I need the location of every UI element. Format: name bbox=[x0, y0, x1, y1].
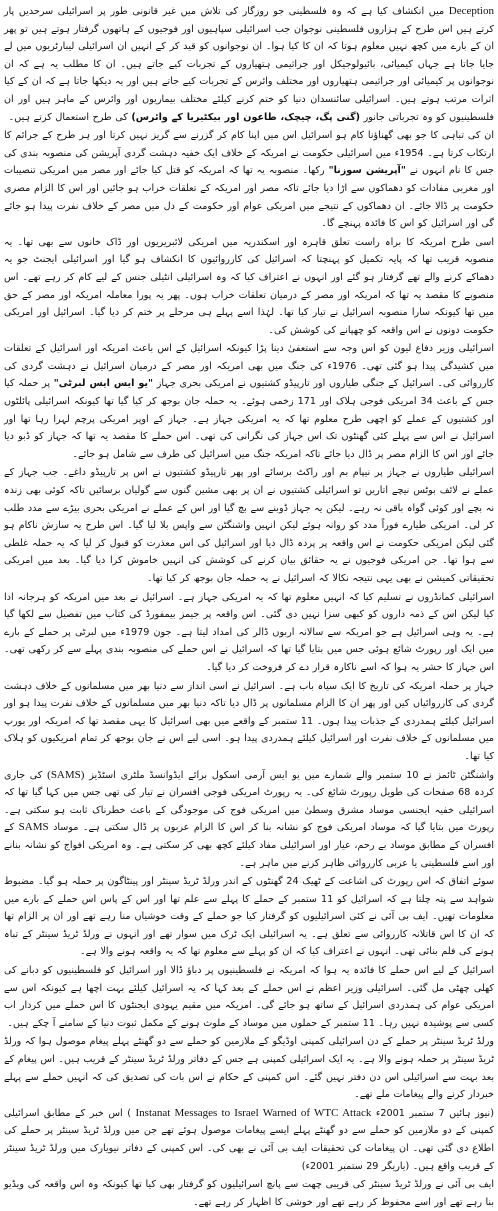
paragraph-5-text: اسرائیلی طیاروں نے جہاز پر نیپام بم اور راکٹ برسائے اور پھر تارپیڈو کشتیوں نے اس پر تارپیڈو داغے۔ جب جہاز کے عملے نے لائف بوٹس نیچے اتاریں تو اسرائیلی کشتیوں نے ان پر بھی مشین گنوں سے گولیاں برسائیں تاکہ کوئی بھی زندہ نہ بچے اور کوئی گواہ باقی نہ رہے۔ لیکن یہ جہاز ڈوبنے سے بچ گیا اور اس کے عملے نے امریکی بحری بیڑے سے مدد طلب کر لی۔ امریکی طیارے فوراً مدد کو روانہ ہوئے لیکن انہیں واشنگٹن سے واپس بلا لیا گیا۔ اس طرح یہ سازش ناکام ہو گئی لیکن امریکی حکومت نے اس واقعہ پر پردہ ڈال دیا اور اسرائیل کی اس معذرت کو قبول کر لیا کہ یہ حملہ غلطی سے ہوا تھا۔ جن امریکی فوجیوں نے یہ حقائق بیان کرنے کی کوشش کی انہیں خاموش کرا دیا گیا۔ بعد میں امریکی تحقیقاتی کمیشن نے بھی یہی نتیجہ نکالا کہ اسرائیل نے یہ حملہ جان بوجھ کر کیا تھا۔ bbox=[4, 467, 494, 584]
paragraph-6 bbox=[4, 589, 494, 677]
paragraph-9 bbox=[4, 873, 494, 961]
operation-susannah-phrase: "آپریشن سوزنا" bbox=[328, 165, 406, 177]
sams-abbreviation: (SAMS) bbox=[47, 768, 85, 781]
paragraph-11 bbox=[4, 1033, 494, 1103]
paragraph-12 bbox=[4, 1105, 494, 1175]
paragraph-3-text: اسی طرح امریکہ کا براہ راست تعلق قاہرہ اور اسکندریہ میں امریکی لائبریریوں اور ڈاک خانوں سے بھی تھا۔ یہ منصوبہ قریب تھا کہ پایہ تکمیل کو پہنچتا کہ اسرائیل کی کارروائیوں کا انکشاف ہو گیا اور اسرائیلی ایجنٹ جو یہ دھماکے کرنے والے تھے گرفتار ہو گئے اور انہوں نے اعتراف کیا کہ وہ اسرائیلی انٹیلی جنس کے لیے کام کر رہے تھے۔ اس منصوبے کا مقصد یہ تھا کہ امریکہ اور مصر کے درمیان تعلقات خراب ہوں۔ پھر یہ پورا معاملہ امریکہ اور مصر کے حق میں تھا کیونکہ سارا منصوبہ اسرائیل نے تیار کیا تھا۔ لہٰذا اسے پہلے ہی مرحلے پر ختم کر دیا گیا۔ اسرائیل اور امریکی حکومت دونوں نے اس واقعہ کو چھپانے کی کوشش کی۔ bbox=[4, 236, 494, 336]
paragraph-10 bbox=[4, 962, 494, 1032]
paragraph-1-tail: کی طرح استعمال کرتے ہیں۔ bbox=[8, 111, 128, 123]
paragraph-7-text: جہاز پر حملہ امریکہ کی تاریخ کا ایک سیاہ باب ہے۔ اسرائیل نے اسی انداز سے دنیا بھر میں مسلمانوں کے خلاف دہشت گردی کی کارروائیاں کیں اور پھر ان کا الزام مسلمانوں پر ڈال دیا تاکہ دنیا بھر میں مسلمانوں کے خلاف نفرت پیدا ہو اور اسرائیل کیلئے ہمدردی کے جذبات پیدا ہوں۔ 11 ستمبر کے واقعے میں بھی اسرائیل کا یہی مقصد تھا کہ امریکہ اور یورپ میں مسلمانوں کے خلاف نفرت اور اسرائیل کیلئے ہمدردی پیدا ہو۔ اسی لیے اس نے جان بوجھ کر تمام امریکیوں کو ہلاک کیا تھا۔ bbox=[4, 680, 495, 762]
paragraph-4-tail: پر حملہ کیا جس کے باعث 34 امریکی فوجی ہلاک اور 171 زخمی ہوئے۔ یہ حملہ جان بوجھ کر کیا گیا تھا کیونکہ اسرائیلی پائلٹوں اور کشتیوں کے عملے کو اچھی طرح معلوم تھا کہ یہ امریکی جہاز ہے۔ جہاز کے اوپر امریکی پرچم لہرا رہا تھا اور اسرائیل نے اس سے پہلے کئی گھنٹوں تک اس جہاز کی نگرانی کی تھی۔ اس حملے کا مقصد یہ تھا کہ جہاز کو ڈبو دیا جائے اور اس کا الزام مصر پر ڈال دیا جائے تاکہ امریکہ جنگ میں اسرائیل کی طرف سے شامل ہو جائے۔ bbox=[4, 378, 494, 460]
deception-term: Deception bbox=[448, 5, 494, 17]
test-subjects-phrase: (گنی پگ، چیچک، طاعون اور بیکٹیریا کے وائرس) bbox=[131, 111, 361, 123]
paragraph-5 bbox=[4, 464, 494, 587]
paragraph-4-text: اسرائیلی وزیر دفاع لیون کو اس وجہ سے استعفیٰ دینا پڑا کیونکہ اسرائیل کے اس باعث امریکہ اور اسرائیل کے تعلقات میں کشیدگی پیدا ہو گئی تھی۔ 1976ء کی جنگ میں بھی امریکہ اور مصر کے درمیان اسرائیل نے دہشت گردی کی کارروائی کی۔ اسرائیل کے جنگی طیاروں اور تارپیڈو کشتیوں نے امریکی بحری جہاز bbox=[4, 343, 494, 390]
paragraph-8-tail: کے افسران کے مطابق موساد بے رحم، عیار اور اسرائیلی مفاد کیلئے کچھ بھی کر سکتی ہے۔ وہ امریکی افواج کو نشانہ بنانے اور اسے فلسطینی یا عربی کارروائی ظاہر کرنے میں ماہر ہے۔ bbox=[4, 822, 494, 869]
paragraph-7 bbox=[4, 678, 494, 766]
paragraph-1-text: میں انکشاف کیا ہے کہ وہ فلسطینی جو روزگار کی تلاش میں غیر قانونی طور پر اسرائیلی سرحدیں پار کرتے ہیں اس طرح کے ہزاروں فلسطینی نوجوان جب اسرائیلی سپاہیوں اور فوجیوں کے ہاتھوں گرفتار ہوتے ہیں تو پھر ان کے بارے میں کچھ نہیں معلوم ہوتا کہ ان کا کیا ہوا۔ ان نوجوانوں کو قید کر کے انہیں ان اسرائیلی لیبارٹریوں میں لے جایا جاتا ہے جہاں کیمیائی، بائیولوجیکل اور جراثیمی ہتھیاروں کے تجربات کیے جاتے ہیں۔ ان کا مطلب یہ ہے کہ ان نوجوانوں پر کیمیائی اور جراثیمی ہتھیاروں اور مختلف وائرس کے تجربات کیے جاتے ہیں اور یہ دیکھا جاتا ہے کہ ان کے کیا اثرات مرتب ہوتے ہیں۔ اسرائیلی سائنسدان دنیا کو ختم کرنے کیلئے مختلف بیماریوں اور وائرس کے ماہر ہیں اور ان فلسطینیوں کو وہ تجرباتی جانور bbox=[4, 6, 494, 123]
paragraph-11-text: ورلڈ ٹریڈ سینٹر پر حملے کے دن اسرائیلی کمپنی اوڈیگو کے ملازمین کو حملے سے دو گھنٹے پہلے پیغام موصول ہوا کہ ورلڈ ٹریڈ سینٹر پر حملہ ہونے والا ہے۔ یہ ایک اسرائیلی کمپنی ہے جس کے دفاتر ورلڈ ٹریڈ سینٹر کے قریب ہیں۔ اس پیغام کے بعد بہت سے اسرائیلی اس دن دفتر نہیں گئے۔ اس کمپنی کے حکام نے اس بات کی تصدیق کی کہ انہیں حملے سے پہلے خبردار کرنے والے پیغامات ملے تھے۔ bbox=[4, 1036, 494, 1101]
sams-abbreviation-2: SAMS bbox=[18, 821, 49, 834]
paragraph-2 bbox=[4, 127, 494, 233]
uss-liberty-phrase: "یو ایس ایس لبرٹی" bbox=[53, 378, 153, 390]
paragraph-10-text: اسرائیل کے لیے اس حملے کا فائدہ یہ ہوا کہ امریکہ نے فلسطینیوں پر دباؤ ڈالا اور اسرائیل کو فلسطینیوں کو دبانے کی کھلی چھٹی مل گئی۔ اسرائیلی وزیر اعظم نے اس حملے کے بعد کہا کہ یہ اسرائیل کیلئے بہت اچھا ہے کیونکہ اس سے امریکی عوام کی ہمدردی اسرائیل کے ساتھ ہو جائے گی۔ امریکہ میں مقیم یہودی ایجنٹوں کا اس حملے میں کردار اب کسی سے پوشیدہ نہیں رہا۔ 11 ستمبر کے حملوں میں موساد کے ملوث ہونے کے مکمل ثبوت دنیا کے سامنے آ چکے ہیں۔ bbox=[4, 965, 494, 1029]
paragraph-1 bbox=[4, 3, 494, 126]
paragraph-2-text: ان کی تباہی کا جو بھی گھناؤنا کام ہو اسرائیل اس میں اپنا کام کر گزرنے سے گریز نہیں کرتا اور ہر طرح کے جرائم کا ارتکاب کرتا ہے۔ 1954ء میں اسرائیلی حکومت نے امریکہ کے خلاف ایک خفیہ دہشت گردی آپریشن کی منصوبہ بندی کی جس کا نام انہوں نے bbox=[4, 130, 494, 177]
paragraph-8 bbox=[4, 767, 494, 873]
paragraph-13-text: ایف بی آئی نے ورلڈ ٹریڈ سینٹر کی قریبی چھت سے پانچ اسرائیلیوں کو گرفتار بھی کیا تھا کیونکہ وہ اس واقعہ کی ویڈیو بنا رہے تھے اور اسے محفوظ کر رہے تھے اور خوشی کا اظہار کر رہے تھے۔ bbox=[4, 1179, 494, 1208]
paragraph-3 bbox=[4, 234, 494, 340]
paragraph-2-tail: رکھا۔ منصوبہ یہ تھا کہ امریکہ کو قتل کیا جائے اور مصر میں امریکی تنصیبات اور مغربی مفادات کو دھماکوں سے اڑا دیا جائے تاکہ مصر اور امریکہ کے تعلقات خراب ہو جائیں اور اس کا الزام مصری حکومت پر ڈالا جائے۔ ان دھماکوں کے نتیجے میں امریکی عوام اور حکومت کے دل میں مصر کے خلاف نفرت پیدا ہو جائے گی اور اسرائیل کو اس کا فائدہ پہنچے گا۔ bbox=[4, 165, 494, 230]
paragraph-8-text: واشنگٹن ٹائمز نے 10 ستمبر والے شمارے میں یو ایس آرمی اسکول برائے ایڈوانسڈ ملٹری اسٹڈیز bbox=[89, 769, 495, 781]
paragraph-9-text: سوئے اتفاق کہ اس رپورٹ کی اشاعت کے ٹھیک 24 گھنٹوں کے اندر ورلڈ ٹریڈ سینٹر اور پینٹاگون پر حملہ ہو گیا۔ مضبوط شواہد سے پتہ چلتا ہے کہ اسرائیل کو 11 ستمبر کے حملے کا پہلے سے علم تھا اور اس کے پاس اس حملے کے بارے میں معلومات تھیں۔ ایف بی آئی نے کئی اسرائیلیوں کو گرفتار کیا جو حملے کے وقت خوشیاں منا رہے تھے اور ان پر الزام تھا کہ ان کا اس قاتلانہ کارروائی سے تعلق ہے۔ یہ اسرائیلی ایک ٹرک میں سوار تھے اور انہوں نے ورلڈ ٹریڈ سینٹر کے تباہ ہونے کی فلم بنائی تھی۔ انہوں نے اعتراف کیا کہ ان کو پہلے سے معلوم تھا کہ یہ واقعہ ہونے والا ہے۔ bbox=[4, 876, 495, 958]
english-headline: Instanat Messages to Israel Warned of WTC Attack bbox=[135, 1106, 372, 1119]
paragraph-4 bbox=[4, 340, 494, 463]
paragraph-8-middle: کی جاری کردہ 68 صفحات کی طویل رپورٹ شائع کی۔ یہ رپورٹ امریکی فوجی افسران نے تیار کی تھی جس میں کہا گیا تھا کہ اسرائیلی خفیہ ایجنسی موساد مشرق وسطیٰ میں امریکی فوج کی موجودگی کے باعث خطرناک ثابت ہو سکتی ہے۔ رپورٹ میں بتایا گیا کہ موساد امریکی فوج کو نشانہ بنا کر اس کا الزام عربوں پر ڈال سکتی ہے۔ موساد bbox=[4, 769, 494, 834]
paragraph-13 bbox=[4, 1176, 494, 1211]
paragraph-12-text: (نیوز ہائیں 7 ستمبر 2001ء bbox=[375, 1107, 494, 1119]
paragraph-12-tail: ) اس خبر کے مطابق اسرائیلی کمپنی کے دو ملازمین کو حملے سے دو گھنٹے پہلے ایسے پیغامات موصول ہوئے تھے جن میں ورلڈ ٹریڈ سینٹر پر حملے کی اطلاع دی گئی تھی۔ ان پیغامات کی تحقیقات ایف بی آئی نے بھی کی۔ اس کمپنی کے دفاتر نیویارک میں ورلڈ ٹریڈ سینٹر کے قریب واقع ہیں۔ bbox=[4, 1107, 494, 1172]
paragraph-6-text: اسرائیلی کمانڈروں نے تسلیم کیا کہ انہیں معلوم تھا کہ یہ امریکی جہاز ہے۔ اسرائیل نے بعد میں امریکہ کو ہرجانہ ادا کیا لیکن اس کے ذمہ داروں کو کبھی سزا نہیں دی گئی۔ اس واقعہ پر جیمز بیمفورڈ کی کتاب میں تفصیل سے لکھا گیا ہے۔ یہ وہی اسرائیل ہے جو امریکہ سے سالانہ اربوں ڈالر کی امداد لیتا ہے۔ جون 1979ء میں لبرٹی پر حملے کے بارے میں ایک اور رپورٹ شائع ہوئی جس میں بتایا گیا تھا کہ اسرائیل نے اس حملے کی منصوبہ بندی پہلے سے کر رکھی تھی۔ اس جہاز کا حشر یہ ہوا کہ اسے ناکارہ قرار دے کر فروخت کر دیا گیا۔ bbox=[4, 591, 494, 673]
source-citation: (یاریگر 29 ستمبر 2001ء) bbox=[301, 1160, 410, 1172]
